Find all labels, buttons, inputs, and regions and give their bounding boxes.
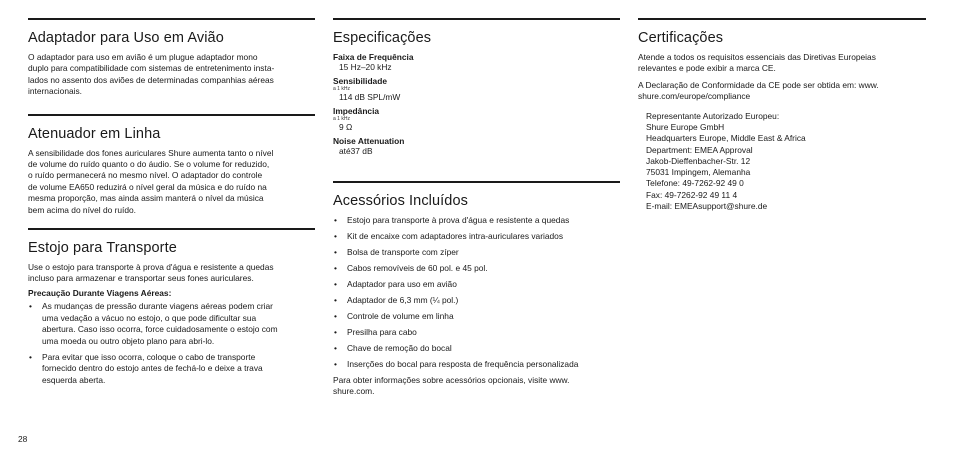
section-included-accessories <box>333 181 620 398</box>
address-line: Headquarters Europe, Middle East & Africa <box>646 133 806 144</box>
spec-label: Faixa de Frequência <box>333 52 414 62</box>
spec-item-noise-attenuation <box>333 136 620 157</box>
text-line: lados no assento dos aviões de determinadas companhias aéreas <box>28 74 274 85</box>
spec-item-sensitivity <box>333 76 620 103</box>
text-line: Atende a todos os requisitos essenciais das Diretivas Europeias <box>638 52 876 62</box>
spec-value: 114 dB SPL/mW <box>339 92 401 102</box>
list-item: • Inserções do bocal para resposta de frequência personalizada <box>333 359 620 370</box>
address-line: Representante Autorizado Europeu: <box>646 110 780 121</box>
section-title-carrying-case: Estojo para Transporte <box>28 240 177 257</box>
text-line: A sensibilidade dos fones auriculares Shure aumenta tanto o nível <box>28 147 274 158</box>
list-item: • Adaptador para uso em avião <box>333 279 620 290</box>
text-line: uma moeda ou outro objeto plano para abri-lo. <box>42 335 215 346</box>
address-line: Telefone: 49-7262-92 49 0 <box>646 178 744 189</box>
text-line: esquerda aberta. <box>42 374 106 385</box>
caution-list <box>28 301 315 386</box>
text-line: mesma proporção, mas ainda assim manterá o nível da música <box>28 193 264 204</box>
spec-item-impedance <box>333 106 620 133</box>
section-title-inline-attenuator: Atenuador em Linha <box>28 125 161 142</box>
text-line: Para obter informações sobre acessórios opcionais, visite www. <box>333 375 570 385</box>
text-line: abertura. Caso isso ocorra, force cuidadosamente o estojo com <box>42 324 278 335</box>
cert-paragraph-2 <box>638 80 926 103</box>
text-line: shure.com. <box>333 386 375 397</box>
section-inline-attenuator <box>28 114 315 216</box>
text-line: shure.com/europe/compliance <box>638 91 751 102</box>
spec-value: até37 dB <box>339 146 373 156</box>
spec-value: 9 Ω <box>339 122 353 132</box>
text-line: duplo para compatibilidade com sistemas de entretenimento insta- <box>28 63 275 74</box>
text-line: de volume EA650 reduzirá o nível geral da música e do ruído na <box>28 181 267 192</box>
spec-condition: a 1 kHz <box>333 116 350 122</box>
address-line: 75031 Impingem, Alemanha <box>646 167 751 178</box>
text-line: uma vedação a vácuo no estojo, o que pode dificultar sua <box>42 312 257 323</box>
list-item <box>28 301 315 347</box>
list-item <box>28 352 315 386</box>
text-line: O adaptador para uso em avião é um plugue adaptador mono <box>28 52 258 62</box>
address-line: Department: EMEA Approval <box>646 144 753 155</box>
spec-label: Noise Attenuation <box>333 136 405 146</box>
section-title-certifications: Certificações <box>638 30 724 46</box>
spec-list <box>333 52 620 157</box>
text-line: A Declaração de Conformidade da CE pode ser obtida em: www. <box>638 79 879 90</box>
address-line: Jakob-Dieffenbacher-Str. 12 <box>646 155 751 166</box>
text-line: fornecido dentro do estojo antes de fechá-lo e deixe a trava <box>42 363 263 374</box>
section-airline-adapter <box>28 18 315 98</box>
text-line: de volume do ruído quanto o do áudio. Se o volume for reduzido, <box>28 159 270 170</box>
column-right <box>638 18 926 212</box>
column-left <box>28 18 315 386</box>
section-title-included-accessories: Acessórios Incluídos <box>333 193 468 209</box>
text-line: internacionais. <box>28 86 83 97</box>
carrying-case-text <box>28 262 315 285</box>
page-number: 28 <box>18 434 28 444</box>
spec-label: Sensibilidade <box>333 76 387 86</box>
spec-label: Impedância <box>333 106 380 116</box>
list-item: • Bolsa de transporte com zíper <box>333 247 620 258</box>
list-item: • Estojo para transporte à prova d'água e resistente a quedas <box>333 215 620 226</box>
text-line: o ruído permanecerá no mesmo nível. O adaptador do controle <box>28 170 263 181</box>
text-line: • Para evitar que isso ocorra, coloque o cabo de transporte <box>42 351 256 362</box>
section-certifications <box>638 18 926 212</box>
list-item: • Adaptador de 6,3 mm (¼ pol.) <box>333 295 620 306</box>
attenuator-text <box>28 148 315 216</box>
section-title-specifications: Especificações <box>333 30 432 46</box>
column-middle <box>333 18 620 398</box>
address-line: Shure Europe GmbH <box>646 121 725 132</box>
address-line: E-mail: EMEAsupport@shure.de <box>646 201 768 211</box>
spec-item-frequency <box>333 52 620 73</box>
accessories-footer <box>333 375 620 398</box>
section-carrying-case <box>28 228 315 386</box>
address-line: Fax: 49-7262-92 49 11 4 <box>646 189 738 200</box>
list-item: • Cabos removíveis de 60 pol. e 45 pol. <box>333 263 620 274</box>
text-line: Use o estojo para transporte à prova d'água e resistente a quedas <box>28 262 274 273</box>
text-line: • As mudanças de pressão durante viagens aéreas podem criar <box>42 301 273 312</box>
spec-condition: a 1 kHz <box>333 86 350 92</box>
text-line: relevantes e pode exibir a marca CE. <box>638 63 776 74</box>
text-line: incluso para armazenar e transportar seus fones auriculares. <box>28 273 254 284</box>
eu-representative-address <box>638 111 926 213</box>
list-item: • Controle de volume em linha <box>333 311 620 322</box>
list-item: • Kit de encaixe com adaptadores intra-auriculares variados <box>333 231 620 242</box>
spec-value: 15 Hz–20 kHz <box>339 62 392 72</box>
airline-adapter-text <box>28 52 315 98</box>
list-item: • Chave de remoção do bocal <box>333 343 620 354</box>
cert-paragraph-1 <box>638 52 926 75</box>
text-line: bem acima do nível do ruído. <box>28 204 137 215</box>
accessories-list <box>333 215 620 370</box>
section-title-airline-adapter: Adaptador para Uso em Avião <box>28 30 224 46</box>
section-specifications <box>333 18 620 157</box>
caution-heading: Precaução Durante Viagens Aéreas: <box>28 287 172 298</box>
list-item: • Presilha para cabo <box>333 327 620 338</box>
